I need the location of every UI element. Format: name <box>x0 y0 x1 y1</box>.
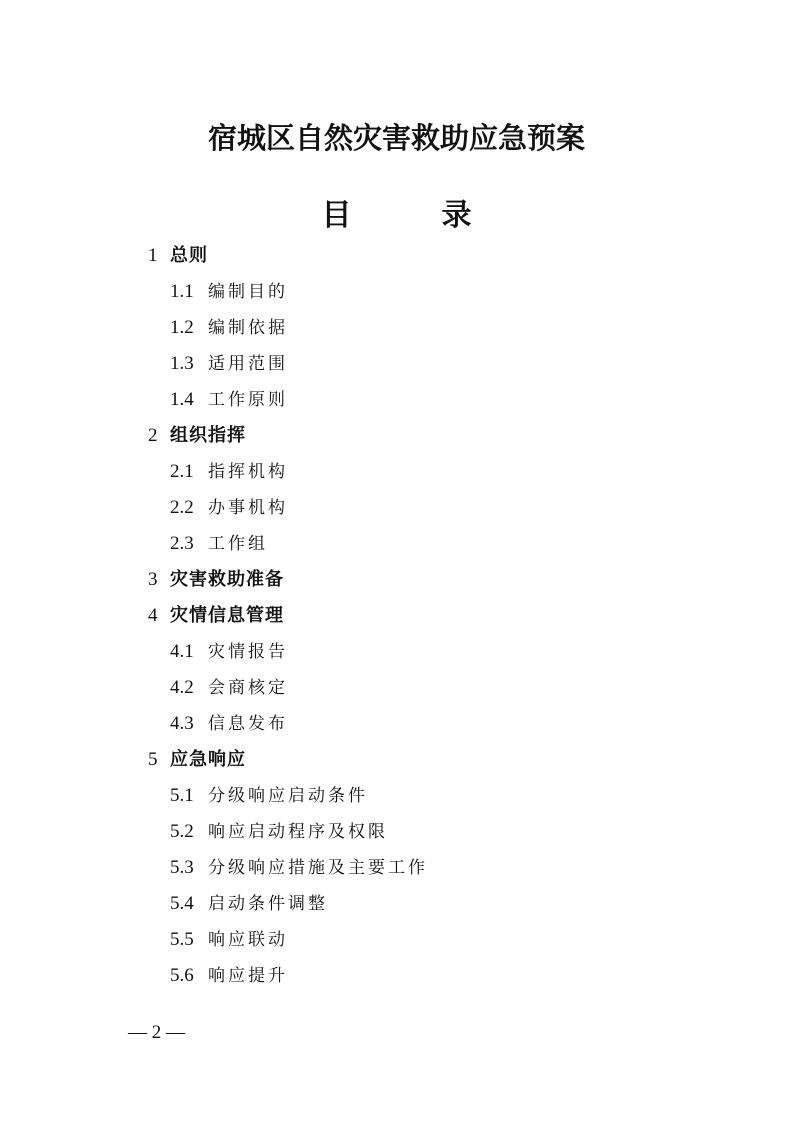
toc-label: 适用范围 <box>208 354 288 374</box>
toc-label: 信息发布 <box>208 714 288 734</box>
toc-subsection <box>0 706 793 742</box>
toc-number: 1.2 <box>170 317 194 338</box>
table-of-contents <box>0 238 793 994</box>
toc-number: 5.6 <box>170 965 194 986</box>
toc-subsection <box>0 778 793 814</box>
toc-label: 响应提升 <box>208 966 288 986</box>
toc-number: 2.1 <box>170 461 194 482</box>
toc-subsection <box>0 958 793 994</box>
toc-number: 5.4 <box>170 893 194 914</box>
toc-subsection <box>0 814 793 850</box>
toc-label: 分级响应措施及主要工作 <box>208 858 428 878</box>
toc-number: 1.3 <box>170 353 194 374</box>
toc-section <box>0 598 793 634</box>
toc-number: 2.2 <box>170 497 194 518</box>
toc-subsection <box>0 670 793 706</box>
toc-label: 工作原则 <box>208 390 288 410</box>
toc-label: 灾害救助准备 <box>170 569 284 590</box>
toc-subsection <box>0 850 793 886</box>
toc-number: 4 <box>148 605 158 626</box>
toc-number: 4.2 <box>170 677 194 698</box>
toc-label: 指挥机构 <box>208 462 288 482</box>
toc-subsection <box>0 922 793 958</box>
toc-number: 4.1 <box>170 641 194 662</box>
toc-number: 1.1 <box>170 281 194 302</box>
toc-number: 5.2 <box>170 821 194 842</box>
toc-section <box>0 562 793 598</box>
toc-number: 4.3 <box>170 713 194 734</box>
toc-subsection <box>0 454 793 490</box>
toc-number: 5.1 <box>170 785 194 806</box>
toc-label: 启动条件调整 <box>208 894 328 914</box>
toc-subsection <box>0 634 793 670</box>
page-number: — 2 — <box>128 1022 185 1043</box>
toc-label: 灾情报告 <box>208 642 288 662</box>
toc-label: 办事机构 <box>208 498 288 518</box>
toc-number: 5.5 <box>170 929 194 950</box>
toc-number: 2 <box>148 425 158 446</box>
toc-subsection <box>0 382 793 418</box>
toc-number: 2.3 <box>170 533 194 554</box>
toc-subsection <box>0 490 793 526</box>
toc-subsection <box>0 346 793 382</box>
toc-label: 分级响应启动条件 <box>208 786 368 806</box>
toc-label: 编制依据 <box>208 318 288 338</box>
toc-section <box>0 742 793 778</box>
toc-label: 响应联动 <box>208 930 288 950</box>
toc-subsection <box>0 526 793 562</box>
toc-label: 编制目的 <box>208 282 288 302</box>
toc-number: 5 <box>148 749 158 770</box>
toc-section <box>0 238 793 274</box>
toc-section <box>0 418 793 454</box>
toc-label: 会商核定 <box>208 678 288 698</box>
toc-number: 1 <box>148 245 158 266</box>
toc-label: 总则 <box>170 245 208 266</box>
toc-number: 5.3 <box>170 857 194 878</box>
toc-subsection <box>0 886 793 922</box>
toc-label: 工作组 <box>208 534 268 554</box>
toc-heading: 目 录 <box>321 198 502 233</box>
toc-label: 灾情信息管理 <box>170 605 284 626</box>
toc-subsection <box>0 274 793 310</box>
toc-label: 组织指挥 <box>170 425 246 446</box>
toc-number: 1.4 <box>170 389 194 410</box>
toc-number: 3 <box>148 569 158 590</box>
toc-label: 应急响应 <box>170 749 246 770</box>
document-title: 宿城区自然灾害救助应急预案 <box>207 121 585 155</box>
toc-subsection <box>0 310 793 346</box>
toc-label: 响应启动程序及权限 <box>208 822 388 842</box>
